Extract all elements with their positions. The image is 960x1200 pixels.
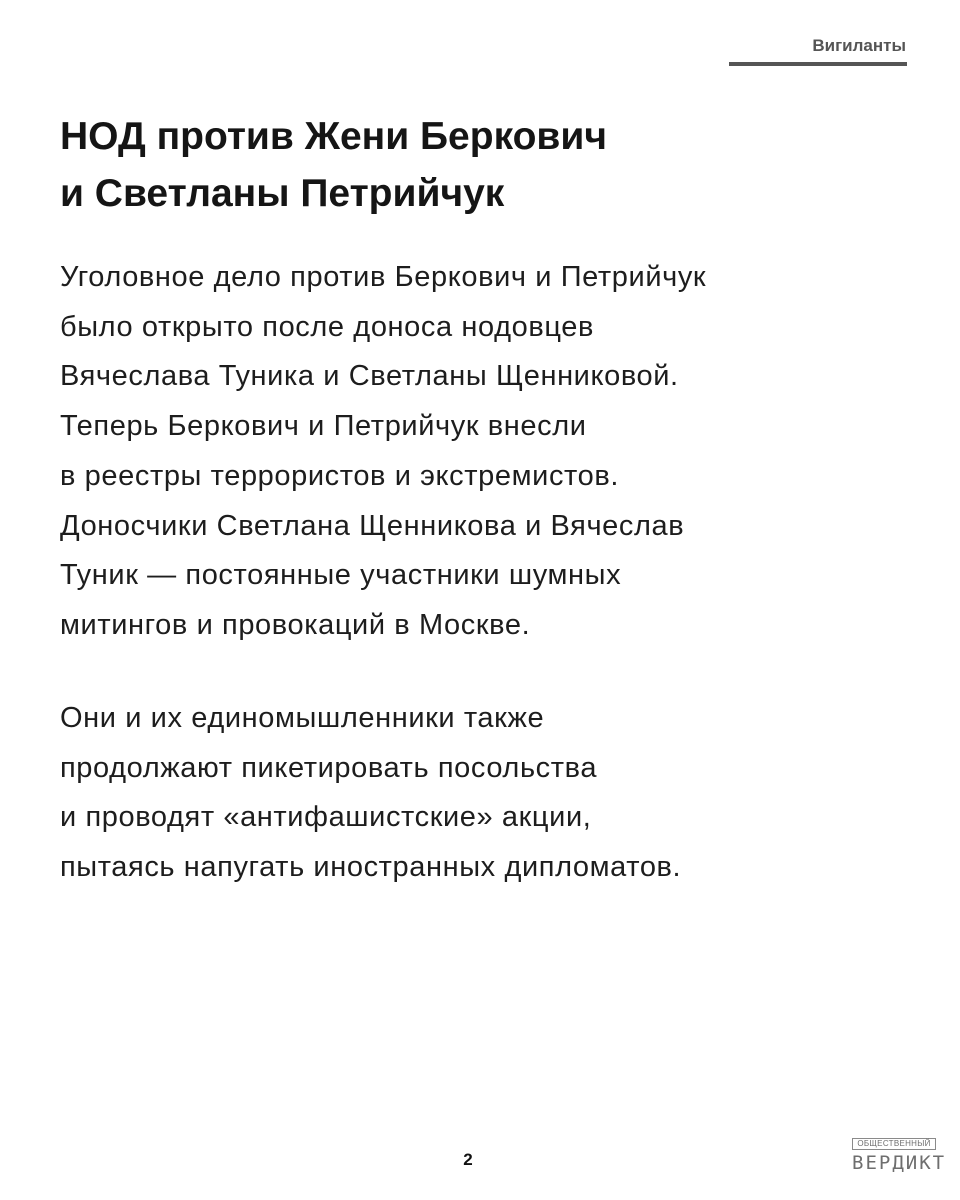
title-line: и Светланы Петрийчук [60, 172, 505, 215]
text-line: было открыто после доноса нодовцев [60, 310, 594, 343]
section-tag: Вигиланты [812, 36, 906, 55]
body-paragraph-2 [60, 694, 920, 893]
text-line: Теперь Беркович и Петрийчук внесли [60, 410, 587, 443]
logo-top-text: ОБЩЕСТВЕННЫЙ [852, 1138, 936, 1150]
page-number: 2 [463, 1150, 473, 1169]
text-line: и проводят «антифашистские» акции, [60, 801, 592, 834]
text-line: митингов и провокаций в Москве. [60, 608, 531, 641]
logo-main-text: ВЕРДИКТ [852, 1152, 947, 1174]
section-underline [729, 62, 907, 66]
text-line: Они и их единомышленники также [60, 702, 545, 734]
body-paragraph-1 [60, 253, 920, 651]
title-line: НОД против Жени Беркович [60, 115, 607, 158]
publisher-logo [852, 1138, 947, 1176]
text-line: продолжают пикетировать посольства [60, 751, 598, 784]
text-line: в реестры террористов и экстремистов. [60, 459, 619, 492]
text-line: Уголовное дело против Беркович и Петрийчук [60, 261, 707, 293]
text-line: Вячеслава Туника и Светланы Щенниковой. [60, 360, 679, 393]
page-title [60, 108, 920, 222]
text-line: Туник — постоянные участники шумных [60, 559, 622, 592]
text-line: Доносчики Светлана Щенникова и Вячеслав [60, 509, 685, 542]
text-line: пытаясь напугать иностранных дипломатов. [60, 851, 682, 884]
